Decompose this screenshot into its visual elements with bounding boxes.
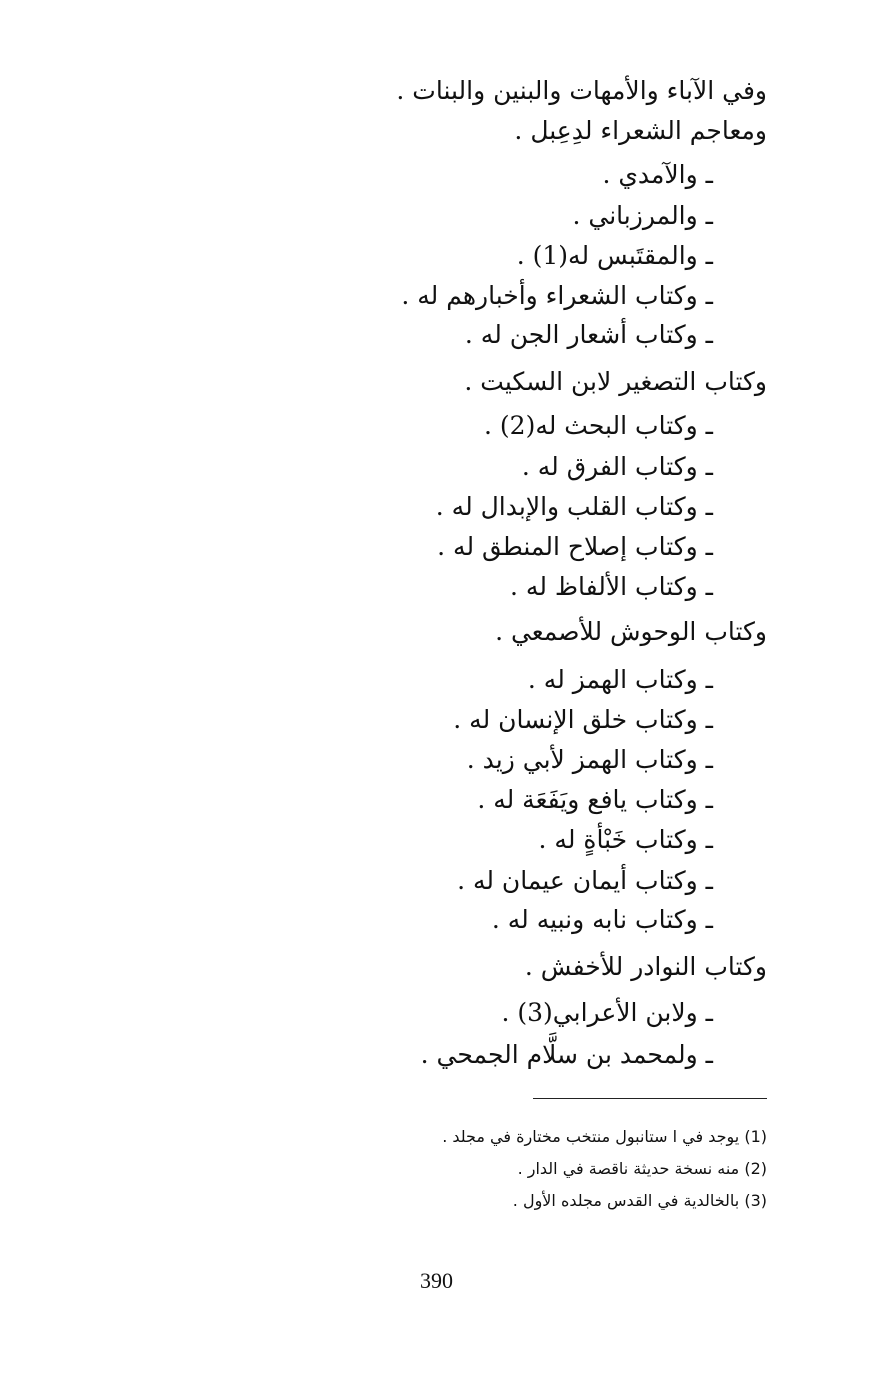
sub-item-line: ـ ولابن الأعرابي(3) . bbox=[501, 996, 713, 1030]
sub-item-line: ـ وكتاب الألفاظ له . bbox=[510, 570, 713, 604]
page-number: 390 bbox=[420, 1268, 453, 1293]
sub-item-line: ـ والمقتَبس له(1) . bbox=[517, 239, 713, 273]
footnote: (3) بالخالدية في القدس مجلده الأول . bbox=[512, 1191, 767, 1210]
sub-item-line: ـ وكتاب يافع ويَفَعَة له . bbox=[477, 783, 713, 817]
main-line: وكتاب النوادر للأخفش . bbox=[524, 952, 767, 981]
sub-item-line: ـ وكتاب إصلاح المنطق له . bbox=[437, 530, 713, 564]
main-line: ومعاجم الشعراء لدِعِبل . bbox=[514, 116, 767, 145]
sub-item-line: ـ وكتاب أشعار الجن له . bbox=[465, 318, 713, 352]
main-line: وكتاب التصغير لابن السكيت . bbox=[464, 367, 767, 396]
sub-item-line: ـ وكتاب البحث له(2) . bbox=[484, 409, 713, 443]
main-line: وكتاب الوحوش للأصمعي . bbox=[495, 617, 767, 646]
sub-item-line: ـ والمرزباني . bbox=[572, 199, 713, 233]
sub-item-line: ـ وكتاب الشعراء وأخبارهم له . bbox=[401, 279, 713, 313]
sub-item-line: ـ وكتاب خَبْأةٍ له . bbox=[539, 823, 713, 857]
footnote: (1) يوجد في ا ستانبول منتخب مختارة في مجلد . bbox=[442, 1127, 767, 1146]
sub-item-line: ـ وكتاب القلب والإبدال له . bbox=[436, 490, 713, 524]
main-line: وفي الآباء والأمهات والبنين والبنات . bbox=[396, 76, 767, 105]
sub-item-line: ـ وكتاب خلق الإنسان له . bbox=[453, 703, 713, 737]
footnote: (2) منه نسخة حديثة ناقصة في الدار . bbox=[517, 1159, 767, 1178]
sub-item-line: ـ وكتاب الفرق له . bbox=[522, 450, 713, 484]
sub-item-line: ـ والآمدي . bbox=[602, 158, 713, 192]
footnote-divider bbox=[533, 1098, 767, 1099]
sub-item-line: ـ ولمحمد بن سلَّام الجمحي . bbox=[421, 1038, 713, 1072]
sub-item-line: ـ وكتاب نابه ونبيه له . bbox=[492, 903, 713, 937]
sub-item-line: ـ وكتاب أيمان عيمان له . bbox=[457, 864, 713, 898]
sub-item-line: ـ وكتاب الهمز لأبي زيد . bbox=[467, 743, 713, 777]
sub-item-line: ـ وكتاب الهمز له . bbox=[528, 663, 713, 697]
